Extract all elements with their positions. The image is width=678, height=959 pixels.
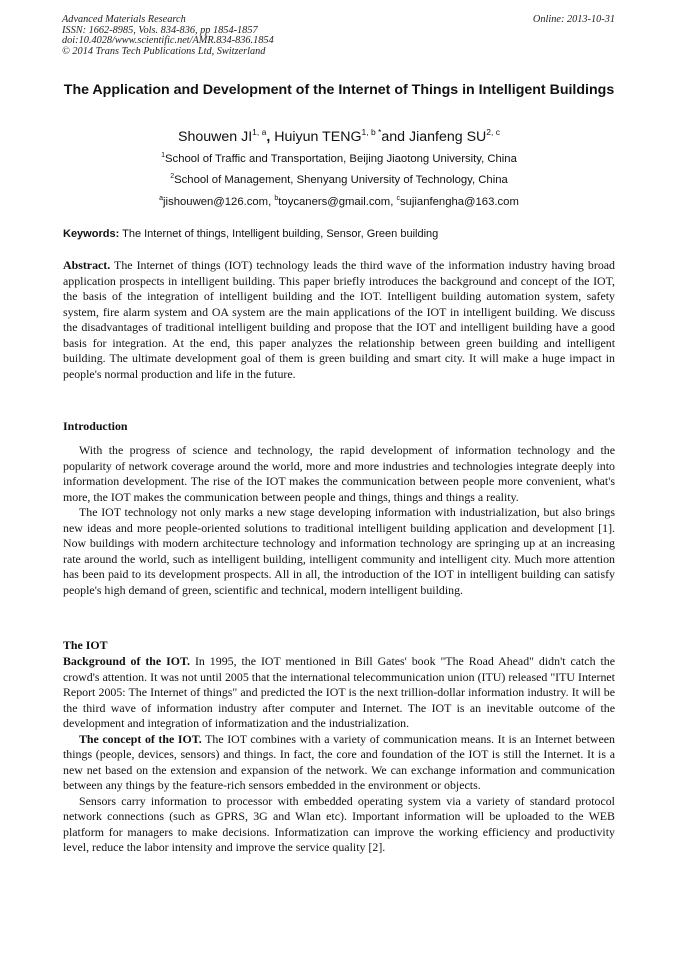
iot-section — [63, 654, 615, 856]
author-1: Shouwen JI — [178, 129, 253, 145]
iot-background-paragraph — [63, 654, 615, 732]
affiliation-2-text: School of Management, Shenyang University of Technology, China — [174, 174, 508, 186]
journal-header — [62, 15, 615, 57]
affiliation-2 — [0, 170, 678, 187]
intro-paragraph-2: The IOT technology not only marks a new stage developing information with industrialization, but also brings new ideas and more people-oriented solutions to traditional intelligent building application and development [1]. Now buildings with modern architecture technology and information technology are springing up at an increasing rate around the world, such as intelligent building, intelligent community and intelligent city. Much more attention has been paid to its development prospects. All in all, the introduction of the IOT in intelligent building can satisfy people's high demand of green, scientific and technical, modern intelligent building. — [63, 505, 615, 597]
iot-heading: The IOT — [63, 638, 108, 652]
concept-label: The concept of the IOT. — [79, 731, 202, 746]
keywords-label: Keywords: — [63, 228, 120, 240]
online-date: Online: 2013-10-31 — [532, 14, 615, 25]
email-line — [0, 192, 678, 209]
email-c: sujianfengha@163.com — [399, 196, 519, 208]
email-c-mark: c — [396, 195, 400, 202]
affiliation-1 — [0, 149, 678, 166]
email-a-mark: a — [159, 195, 164, 202]
email-a: jishouwen@126.com, — [163, 196, 275, 208]
author-1-affil: 1, a — [252, 127, 267, 137]
author-3: Jianfeng SU — [408, 129, 487, 145]
paper-title: The Application and Development of the Internet of Things in Intelligent Buildings — [63, 82, 615, 98]
iot-sensor-paragraph: Sensors carry information to processor with embedded operating system via a variety of standard protocol network connections (such as GPRS, 3G and Wlan etc). Important information will be uploaded to the WEB platform for managers to make decisions. Informatization can improve the working efficiency and productivity level, reduce the labor intensity and improve the service quality [2]. — [63, 793, 615, 854]
author-2: Huiyun TENG — [274, 129, 362, 145]
abstract — [63, 258, 615, 382]
keywords-text: The Internet of things, Intelligent building, Sensor, Green building — [119, 228, 439, 240]
abstract-text: The Internet of things (IOT) technology leads the third wave of the information industry having broad application prospects in intelligent building. This paper briefly introduces the background and concept of the IOT, the basis of the integration of intelligent building and the IOT. Intelligent building automation system, safety system, fire alarm system and OA system are the main applications of the IOT in intelligent building. We discuss the disadvantages of traditional intelligent building and propose that the IOT and intelligent building have a good basis for integration. At the end, this paper analyzes the relationship between green building and intelligent building. The ultimate development goal of them is green building and smart city. It will make a huge impact in people's normal production and life in the future. — [63, 258, 615, 381]
introduction-heading: Introduction — [63, 419, 128, 433]
author-and: and — [381, 129, 409, 145]
journal-name: Advanced Materials Research — [62, 14, 186, 25]
author-2-affil: 1, b * — [361, 127, 382, 137]
keywords — [63, 227, 615, 241]
email-b: toycaners@gmail.com, — [278, 196, 397, 208]
affiliation-1-text: School of Traffic and Transportation, Beijing Jiaotong University, China — [165, 153, 517, 165]
background-text: In 1995, the IOT mentioned in Bill Gates' book "The Road Ahead" didn't catch the crowd's attention. It was not until 2005 that the international telecommunication union (ITU) released "ITU Internet Report 2005: The Internet of things" and predicted the IOT is the next trillion-dollar information industry. It will be the third wave of information industry after computer and Internet. The IOT is an inevitable outcome of the development and integration of informatization and the industrialization. — [63, 654, 615, 730]
concept-text: The IOT combines with a variety of communication means. It is an Internet between things (people, devices, sensors) and things. In fact, the core and foundation of the IOT is still the Internet. It is a new net based on the extension and expansion of the network. We can exchange information and communication between any things by the feature-rich sensors embedded in the environment or objects. — [63, 731, 615, 792]
introduction-section — [63, 443, 615, 598]
journal-doi: doi:10.4028/www.scientific.net/AMR.834-836.1854 — [62, 35, 274, 47]
abstract-label: Abstract. — [63, 258, 111, 272]
intro-paragraph-1: With the progress of science and technology, the rapid development of information technology and the popularity of network coverage around the world, more and more industries and technologies integrate deeply into information development. The rise of the IOT makes the communication between people more convenient, what's more, the IOT makes the communication between people and things, things and things a reality. — [63, 443, 615, 504]
journal-copyright: © 2014 Trans Tech Publications Ltd, Switzerland — [62, 45, 266, 57]
author-3-affil: 2, c — [486, 127, 500, 137]
affiliation-2-mark: 2 — [170, 173, 175, 180]
affiliation-1-mark: 1 — [161, 152, 166, 159]
author-line: Shouwen JI$^{1, a}$, Huiyun $TENG^{1, b *}and$ Jianfeng SU$^{2, c}$ — [178, 127, 500, 145]
iot-concept-paragraph — [63, 732, 615, 794]
background-label: Background of the IOT. — [63, 654, 191, 668]
journal-issn: ISSN: 1662-8985, Vols. 834-836, pp 1854-1857 — [62, 24, 258, 36]
email-b-mark: b — [274, 195, 279, 202]
